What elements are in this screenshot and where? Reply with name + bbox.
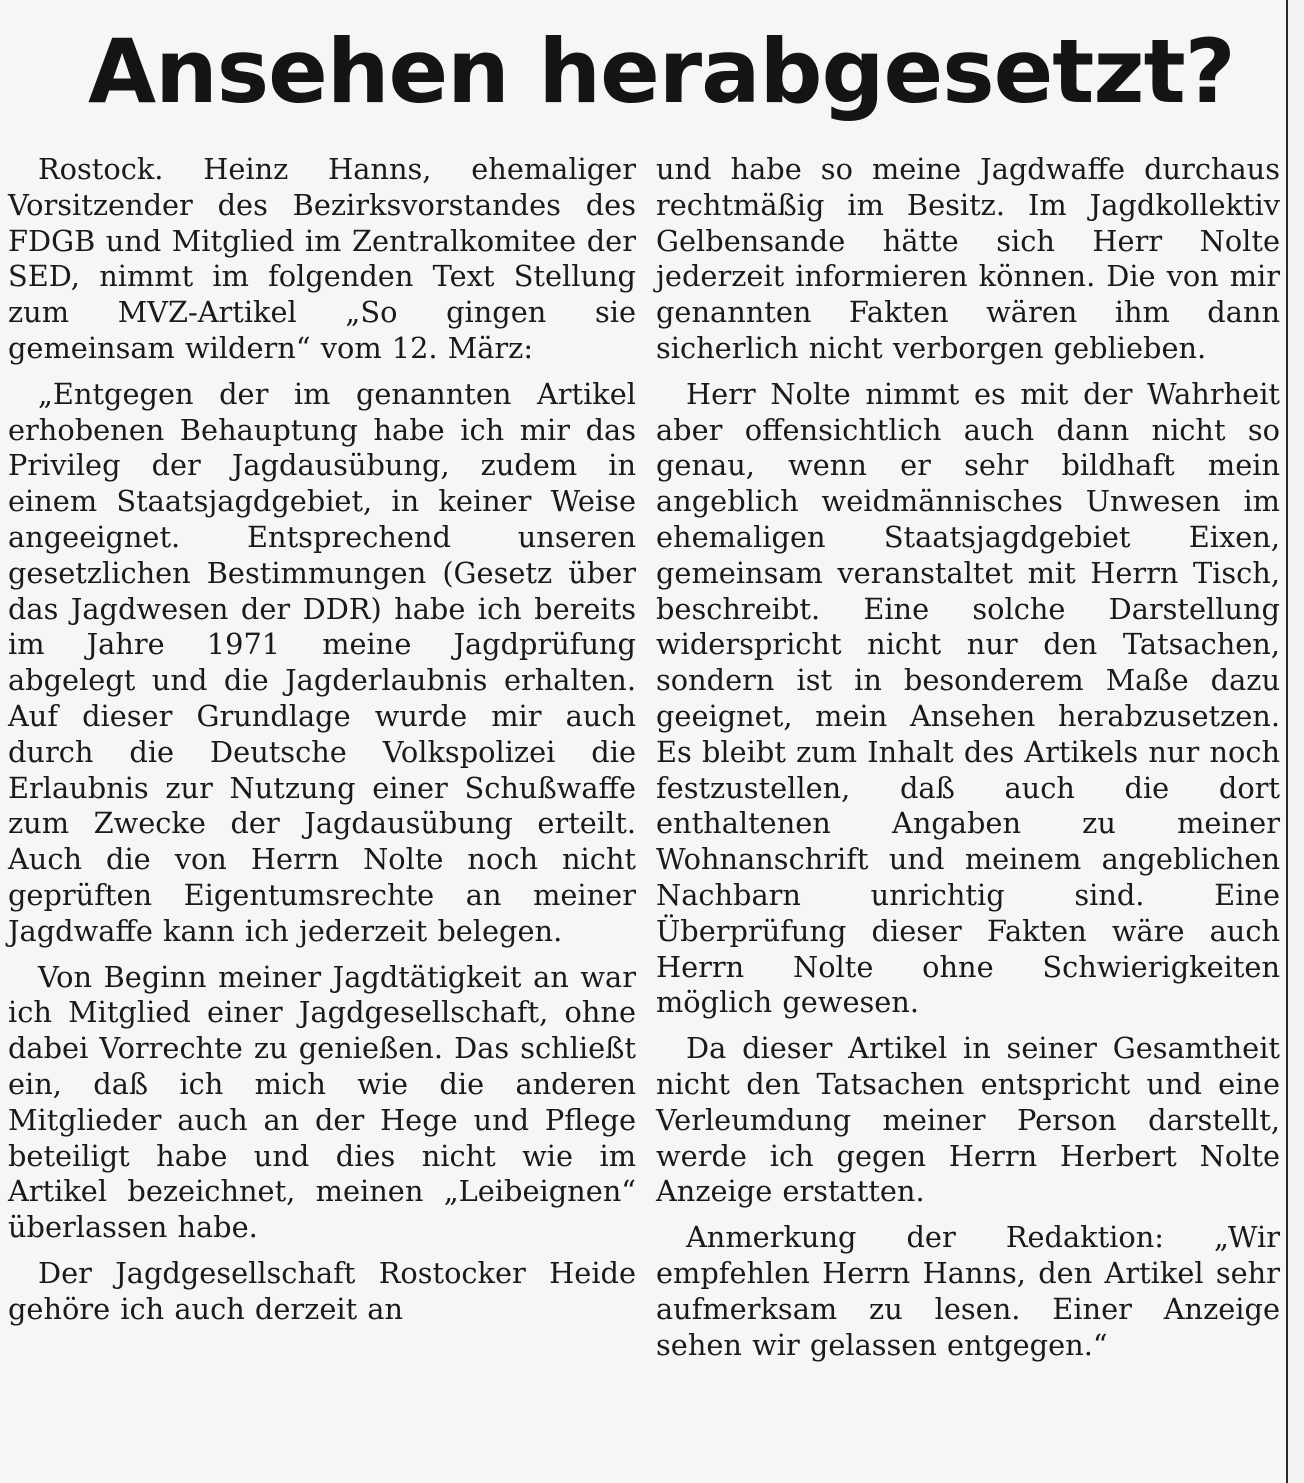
article-column-left (8, 152, 636, 1328)
article-paragraph: „Entgegen der im genannten Artikel erhobenen Behauptung habe ich mir das Privileg der Jagdausübung, zudem in einem Staatsjagdgebiet, in keiner Weise angeeignet. Entsprechend unseren gesetzlichen Bestimmungen (Gesetz über das Jagdwesen der DDR) habe ich bereits im Jahre 1971 meine Jagdprüfung abgelegt und die Jagderlaubnis erhalten. Auf dieser Grundlage wurde mir auch durch die Deutsche Volkspolizei die Erlaubnis zur Nutzung einer Schußwaffe zum Zwecke der Jagdausübung erteilt. Auch die von Herrn Nolte noch nicht geprüften Eigentumsrechte an meiner Jagdwaffe kann ich jederzeit belegen. (8, 376, 636, 948)
article-column-right (656, 152, 1280, 1363)
article-paragraph: Da dieser Artikel in seiner Gesamtheit nicht den Tatsachen entspricht und eine Verleumdung meiner Person darstellt, werde ich gegen Herrn Herbert Nolte Anzeige erstatten. (656, 1031, 1280, 1209)
article-headline: Ansehen herabgesetzt? (88, 20, 1235, 123)
editorial-note: Anmerkung der Redaktion: „Wir empfehlen Herrn Hanns, den Artikel sehr aufmerksam zu lesen. Einer Anzeige sehen wir gelassen entgegen.“ (656, 1220, 1280, 1362)
article-paragraph: Herr Nolte nimmt es mit der Wahrheit aber offensichtlich auch dann nicht so genau, wenn er sehr bildhaft mein angeblich weidmännisches Unwesen im ehemaligen Staatsjagdgebiet Eixen, gemeinsam veranstaltet mit Herrn Tisch, beschreibt. Eine solche Darstellung widerspricht nicht nur den Tatsachen, sondern ist in besonderem Maße dazu geeignet, mein Ansehen herabzusetzen. Es bleibt zum Inhalt des Artikels nur noch festzustellen, daß auch die dort enthaltenen Angaben zu meiner Wohnanschrift und meinem angeblichen Nachbarn unrichtig sind. Eine Überprüfung dieser Fakten wäre auch Herrn Nolte ohne Schwierigkeiten möglich gewesen. (656, 376, 1280, 1020)
article-paragraph: Der Jagdgesellschaft Rostocker Heide gehöre ich auch derzeit an (8, 1255, 636, 1326)
article-paragraph: Von Beginn meiner Jagdtätigkeit an war ich Mitglied einer Jagdgesellschaft, ohne dabei Vorrechte zu genießen. Das schließt ein, daß ich mich wie die anderen Mitglieder auch an der Hege und Pflege beteiligt habe und dies nicht wie im Artikel bezeichnet, meinen „Leibeignen“ überlassen habe. (8, 959, 636, 1245)
article-paragraph-continuation: und habe so meine Jagdwaffe durchaus rechtmäßig im Besitz. Im Jagdkollektiv Gelbensande hätte sich Herr Nolte jederzeit informieren können. Die von mir genannten Fakten wären ihm dann sicherlich nicht verborgen geblieben. (656, 152, 1280, 365)
article-paragraph: Rostock. Heinz Hanns, ehemaliger Vorsitzender des Bezirksvorstandes des FDGB und Mitglied im Zentralkomitee der SED, nimmt im folgenden Text Stellung zum MVZ-Artikel „So gingen sie gemeinsam wildern“ vom 12. März: (8, 152, 636, 365)
